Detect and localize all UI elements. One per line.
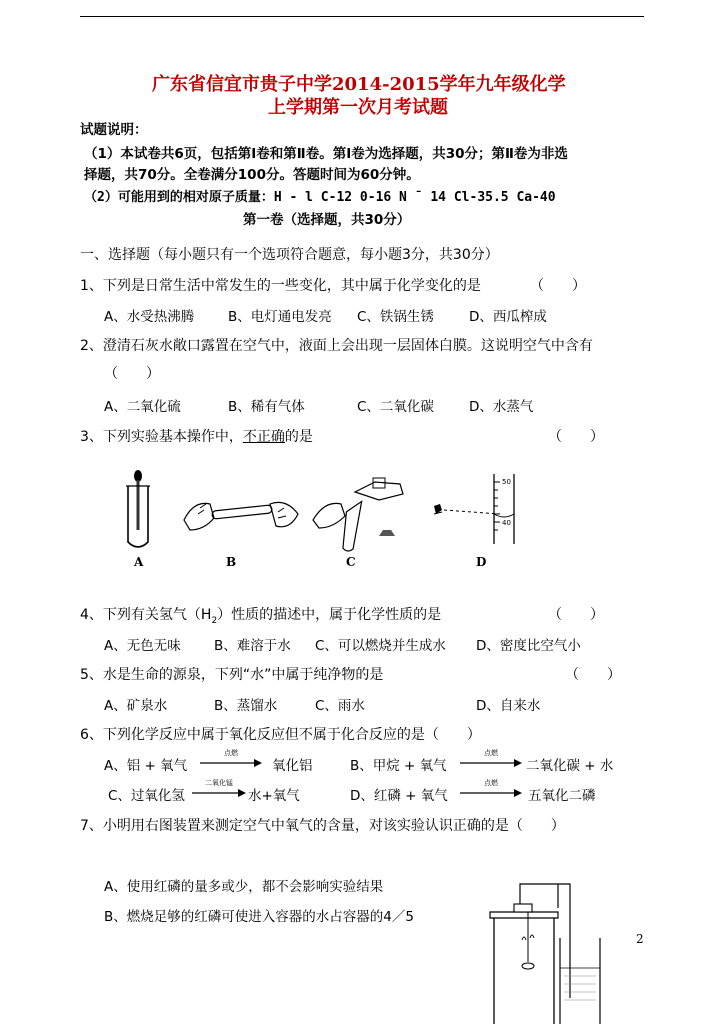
q1-option-a: A、水受热沸腾 — [104, 309, 195, 325]
q1-option-d: D、西瓜榨成 — [469, 309, 547, 325]
q6-option-c-right: 水+氧气 — [248, 788, 300, 804]
q2-option-c: C、二氧化碳 — [357, 399, 434, 415]
q5-stem: 5、水是生命的源泉，下列“水”中属于纯净物的是 — [80, 667, 384, 683]
q6-stem: 6、下列化学反应中属于氧化反应但不属于化合反应的是（ ） — [80, 727, 481, 743]
q6-option-c-left: C、过氧化氢 — [108, 788, 185, 804]
instructions-heading: 试题说明： — [80, 122, 148, 138]
instructions-line1: （1）本试卷共6页，包括第Ⅰ卷和第Ⅱ卷。第Ⅰ卷为选择题，共30分；第Ⅱ卷为非选 — [84, 146, 568, 162]
q6-option-c-arrow — [192, 780, 246, 800]
q4-option-c: C、可以燃烧并生成水 — [315, 638, 446, 654]
top-rule — [80, 16, 644, 17]
figure-c-pouring-reagent — [305, 470, 410, 555]
q1-stem: 1、下列是日常生活中常发生的一些变化，其中属于化学变化的是 — [80, 278, 481, 294]
q4-stem-post: ）性质的描述中，属于化学性质的是 — [217, 607, 442, 623]
doc-title-line1: 广东省信宜市贵子中学2014-2015学年九年级化学 — [152, 74, 566, 95]
figure-label-b: B — [226, 555, 237, 569]
q4-stem — [80, 604, 441, 626]
q6-option-b-arrow — [460, 750, 522, 770]
q4-subscript: 2 — [211, 615, 218, 626]
cylinder-scale-50: 50 — [502, 478, 511, 486]
figure-label-c: C — [346, 555, 356, 569]
q1-option-c: C、铁锅生锈 — [357, 309, 434, 325]
q6-option-a-left: A、铝 + 氧气 — [104, 758, 188, 774]
q2-option-a: A、二氧化硫 — [104, 399, 181, 415]
instructions-line3: （2）可能用到的相对原子质量：H - l C-12 0-16 N ¯ 14 Cl-35.5 Ca-40 — [84, 190, 556, 205]
q2-stem: 2、澄清石灰水敞口露置在空气中，液面上会出现一层固体白膜。这说明空气中含有 — [80, 338, 593, 354]
q2-option-b: B、稀有气体 — [228, 399, 305, 415]
q6-option-a-right: 氧化铝 — [272, 758, 313, 774]
q5-option-b: B、蒸馏水 — [214, 698, 278, 714]
q3-answer-paren: （ ） — [548, 429, 604, 445]
q5-option-d: D、自来水 — [476, 698, 541, 714]
section-heading: 一、选择题（每小题只有一个选项符合题意，每小题3分，共30分） — [80, 247, 499, 263]
reaction-arrow-icon — [460, 758, 522, 768]
q5-option-a: A、矿泉水 — [104, 698, 168, 714]
q2-option-d: D、水蒸气 — [469, 399, 534, 415]
part-title: 第一卷（选择题，共30分） — [243, 212, 411, 228]
q7-option-b: B、燃烧足够的红磷可使进入容器的水占容器的4／5 — [104, 909, 414, 925]
doc-title-line2: 上学期第一次月考试题 — [268, 97, 448, 118]
q7-stem: 7、小明用右图装置来测定空气中氧气的含量，对该实验认识正确的是（ ） — [80, 818, 565, 834]
q3-stem-underlined: 不正确 — [242, 429, 285, 445]
q4-option-d: D、密度比空气小 — [476, 638, 581, 654]
q1-answer-paren: （ ） — [530, 278, 586, 294]
q4-answer-paren: （ ） — [548, 607, 604, 623]
q1-option-b: B、电灯通电发亮 — [228, 309, 332, 325]
q5-option-c: C、雨水 — [315, 698, 365, 714]
q6-option-b-right: 二氧化碳 + 水 — [526, 758, 614, 774]
figure-label-d: D — [476, 555, 487, 569]
reaction-arrow-icon — [460, 788, 522, 798]
q4-stem-pre: 4、下列有关氢气（H — [80, 607, 212, 623]
q6-option-a-condition: 点燃 — [224, 749, 238, 757]
q3-stem — [80, 426, 313, 446]
reaction-arrow-icon — [192, 788, 246, 798]
q7-option-a: A、使用红磷的量多或少，都不会影响实验结果 — [104, 879, 384, 895]
q6-option-d-right: 五氧化二磷 — [528, 788, 596, 804]
figure-oxygen-apparatus — [484, 878, 604, 1024]
figure-d-reading-cylinder — [430, 470, 525, 555]
cylinder-scale-40: 40 — [502, 519, 511, 527]
figure-label-a: A — [134, 555, 144, 569]
q6-option-a-arrow — [200, 750, 262, 770]
q2-answer-paren: （ ） — [104, 366, 160, 382]
q4-option-b: B、难溶于水 — [214, 638, 291, 654]
q6-option-b-left: B、甲烷 + 氧气 — [350, 758, 447, 774]
instructions-line2: 择题，共70分。全卷满分100分。答题时间为60分钟。 — [84, 167, 420, 183]
figure-a-dropper-in-tube — [118, 462, 158, 552]
q4-option-a: A、无色无味 — [104, 638, 181, 654]
q5-answer-paren: （ ） — [565, 667, 621, 683]
q6-option-d-condition: 点燃 — [484, 779, 498, 787]
figure-b-hands-holding-tube — [182, 490, 302, 540]
q3-stem-post: 的是 — [284, 429, 313, 445]
q6-option-b-condition: 点燃 — [484, 749, 498, 757]
page-number: 2 — [636, 932, 644, 946]
q6-option-c-condition: 二氧化锰 — [205, 779, 233, 787]
q6-option-d-left: D、红磷 + 氧气 — [350, 788, 448, 804]
q6-option-d-arrow — [460, 780, 522, 800]
reaction-arrow-icon — [200, 758, 262, 768]
q3-stem-pre: 3、下列实验基本操作中， — [80, 429, 243, 445]
